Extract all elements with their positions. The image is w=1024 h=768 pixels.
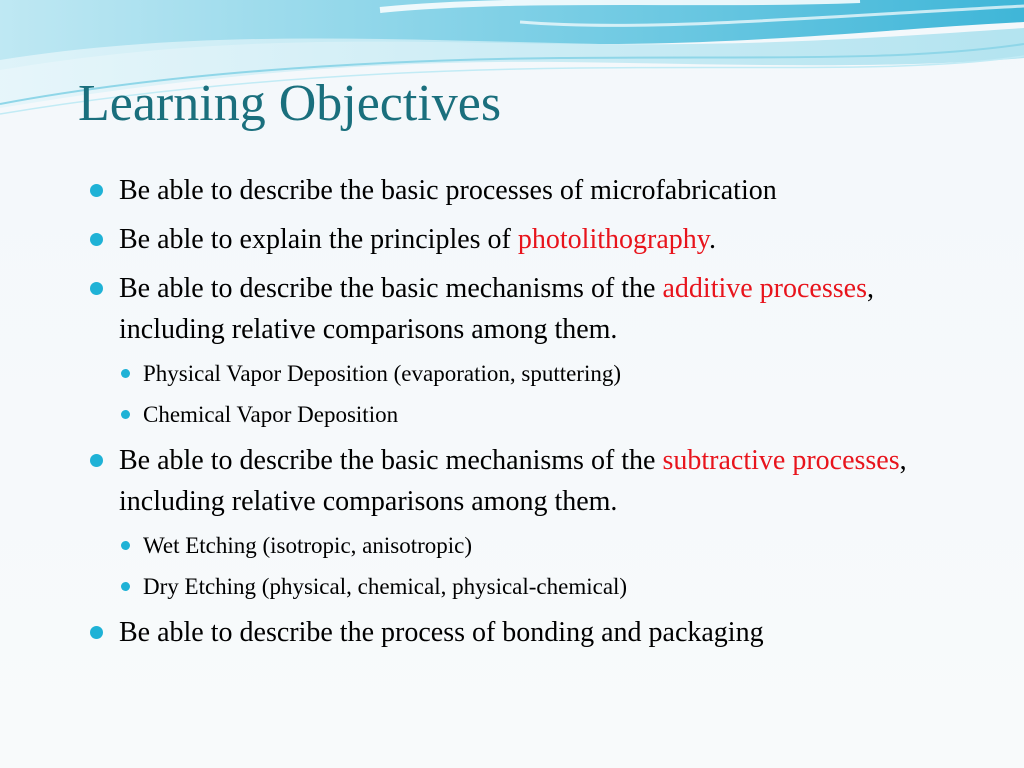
sub-bullet-list: [119, 528, 968, 604]
bullet-dot-icon: [90, 454, 103, 467]
bullet-item: [88, 170, 968, 211]
bullet-text-after: , including relative comparisons among them.: [119, 273, 874, 345]
sub-bullet-text: Wet Etching (isotropic, anisotropic): [143, 533, 473, 558]
sub-bullet-text: Dry Etching (physical, chemical, physical-chemical): [143, 574, 628, 599]
bullet-text: Be able to describe the basic processes of microfabrication: [119, 175, 777, 206]
sub-bullet-item: [119, 356, 968, 391]
bullet-item: [88, 440, 968, 604]
slide-title: Learning Objectives: [78, 75, 502, 132]
bullet-highlight: subtractive processes: [662, 445, 900, 476]
bullet-text-after: , including relative comparisons among them.: [119, 445, 907, 517]
bullet-item: [88, 612, 968, 653]
bullet-text: Be able to describe the process of bonding and packaging: [119, 617, 764, 648]
sub-bullet-list: [119, 356, 968, 432]
bullet-dot-icon: [90, 233, 103, 246]
bullet-text: Be able to describe the basic mechanisms of the: [119, 273, 663, 304]
sub-bullet-dot-icon: [121, 410, 130, 419]
sub-bullet-item: [119, 528, 968, 563]
bullet-dot-icon: [90, 282, 103, 295]
sub-bullet-dot-icon: [121, 369, 130, 378]
sub-bullet-item: [119, 569, 968, 604]
bullet-highlight: additive processes: [662, 273, 867, 304]
bullet-list: [88, 170, 968, 653]
bullet-dot-icon: [90, 184, 103, 197]
slide-content: [88, 170, 968, 661]
sub-bullet-dot-icon: [121, 582, 130, 591]
sub-bullet-item: [119, 397, 968, 432]
bullet-text-after: .: [708, 224, 716, 255]
bullet-dot-icon: [90, 626, 103, 639]
sub-bullet-text: Chemical Vapor Deposition: [143, 402, 399, 427]
sub-bullet-dot-icon: [121, 541, 130, 550]
bullet-text: Be able to explain the principles of: [119, 224, 518, 255]
sub-bullet-text: Physical Vapor Deposition (evaporation, sputtering): [143, 361, 622, 386]
bullet-item: [88, 268, 968, 432]
bullet-text: Be able to describe the basic mechanisms of the: [119, 445, 663, 476]
bullet-item: [88, 219, 968, 260]
bullet-highlight: photolithography: [517, 224, 709, 255]
